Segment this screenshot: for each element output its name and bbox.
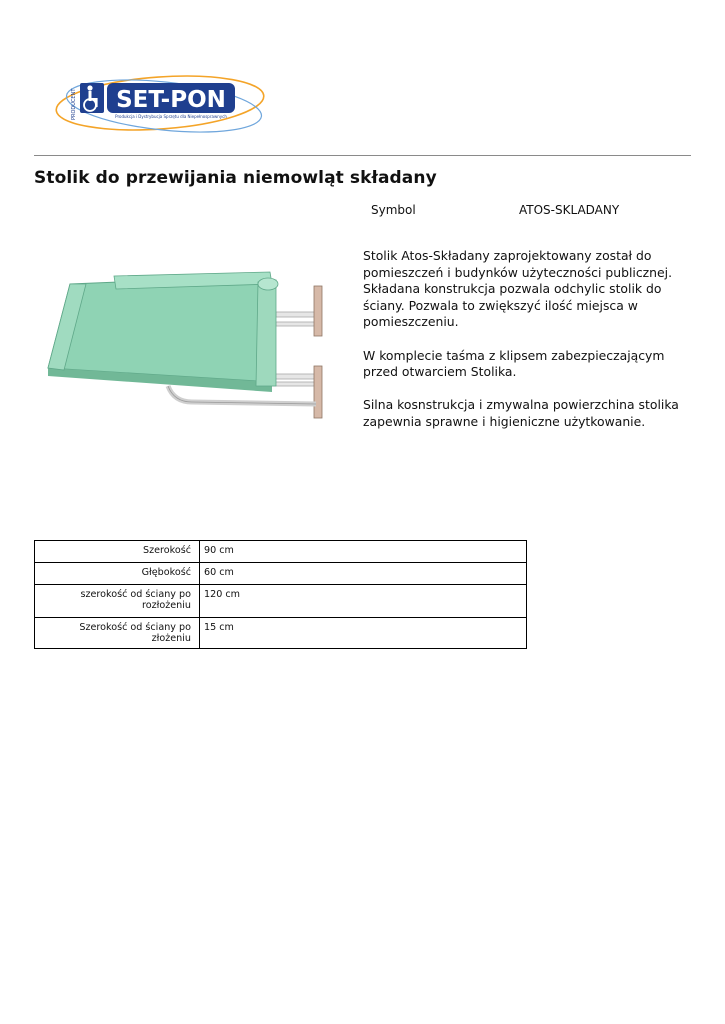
spec-table [34,540,527,649]
symbol-label: Symbol [371,203,416,217]
spec-label: szerokość od ściany po rozłożeniu [35,585,200,618]
spec-label: Szerokość [35,541,200,563]
description-paragraph: Stolik Atos-Składany zaprojektowany został do pomieszczeń i budynków użyteczności publicznej. Składana konstrukcja pozwala odchylic stolik do ściany. Pozwala to zwiększyć ilość miejsca w pomieszczeniu. [363,248,673,330]
table-row [35,618,527,649]
spec-value: 60 cm [200,563,527,585]
spec-label: Głębokość [35,563,200,585]
company-logo [52,70,266,134]
table-row [35,563,527,585]
description-paragraph: W komplecie taśma z klipsem zabezpieczającym przed otwarciem Stolika. [363,347,665,380]
spec-value: 90 cm [200,541,527,563]
table-row [35,541,527,563]
table-row [35,585,527,618]
page-title: Stolik do przewijania niemowląt składany [34,168,437,188]
symbol-value: ATOS-SKLADANY [519,203,620,217]
logo-vertical-text: PRODUCENT [71,88,77,120]
spec-value: 15 cm [200,618,527,649]
logo-tagline: Produkcja i Dystrybucja Sprzętu dla Niepełnosprawnych [115,114,227,119]
spec-value: 120 cm [200,585,527,618]
spec-label: Szerokość od ściany po złożeniu [35,618,200,649]
logo-brand: SET-PON [116,87,226,113]
header-divider [34,155,691,156]
description-paragraph: Silna kosnstrukcja i zmywalna powierzchina stolika zapewnia sprawne i higieniczne użytkowanie. [363,397,679,429]
product-description [363,248,683,447]
product-image [40,262,330,424]
